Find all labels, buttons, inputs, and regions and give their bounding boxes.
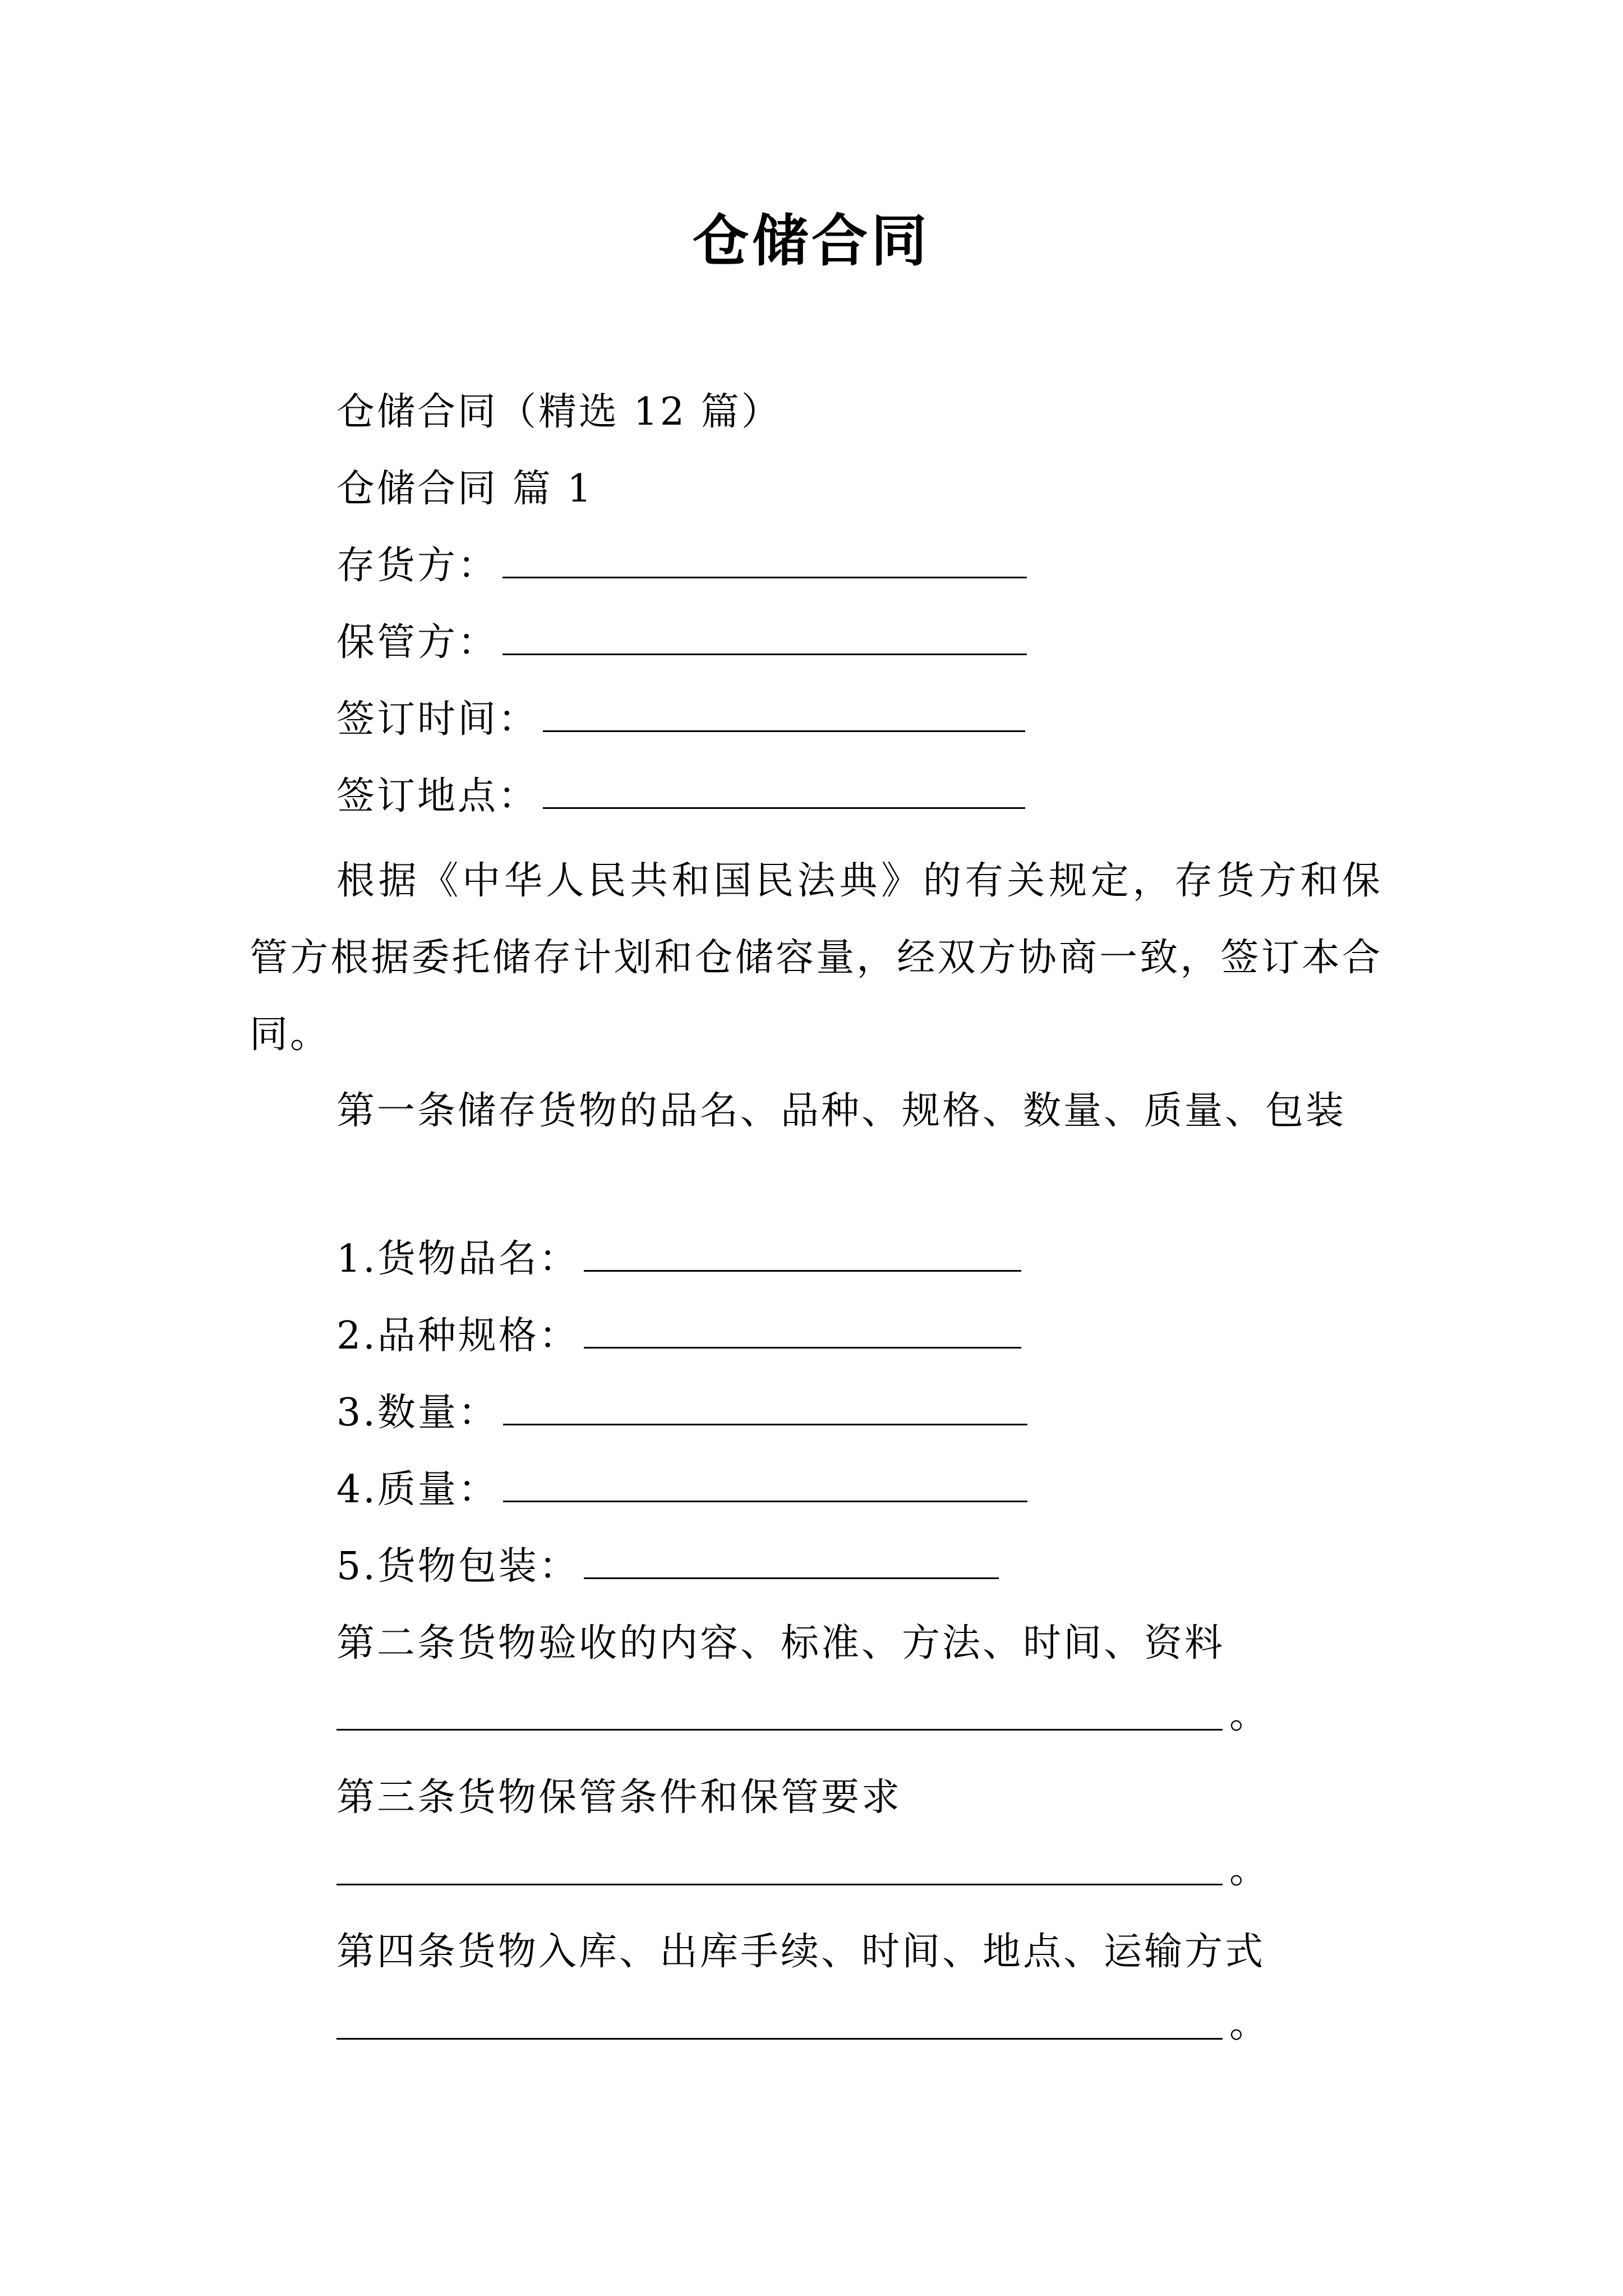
article-3-period: 。 xyxy=(1229,1848,1268,1892)
sign-time-blank xyxy=(543,697,1025,732)
custodian-blank xyxy=(502,620,1027,655)
article-1-item xyxy=(336,1536,999,1598)
article-4-period: 。 xyxy=(1229,2002,1268,2046)
custodian-label: 保管方： xyxy=(336,620,499,665)
custodian-field xyxy=(336,612,1027,674)
item-blank xyxy=(503,1390,1027,1425)
item-label: 2.品种规格： xyxy=(336,1314,579,1358)
article-3-heading: 第三条货物保管条件和保管要求 xyxy=(336,1775,902,1820)
intro-paragraph: 根据《中华人民共和国民法典》的有关规定，存货方和保管方根据委托储存计划和仓储容量，经双方协商一致，签订本合同。 xyxy=(250,859,1382,1057)
document-title: 仓储合同 xyxy=(693,208,930,274)
item-blank xyxy=(584,1236,1021,1272)
item-label: 3.数量： xyxy=(336,1391,499,1435)
sign-place-label: 签订地点： xyxy=(336,774,539,818)
sign-place-field xyxy=(336,766,1025,827)
depositor-label: 存货方： xyxy=(336,544,499,588)
item-blank xyxy=(584,1313,1021,1349)
depositor-blank xyxy=(502,543,1027,578)
article-4-blank xyxy=(336,2038,1223,2040)
article-1-heading: 第一条储存货物的品名、品种、规格、数量、质量、包装 xyxy=(336,1089,1347,1133)
item-label: 4.质量： xyxy=(336,1467,499,1512)
item-label: 1.货物品名： xyxy=(336,1237,579,1281)
sign-time-label: 签订时间： xyxy=(336,697,539,742)
item-blank xyxy=(584,1544,999,1579)
sign-time-field xyxy=(336,689,1025,751)
article-2-heading: 第二条货物验收的内容、标准、方法、时间、资料 xyxy=(336,1621,1225,1665)
article-3-blank xyxy=(336,1884,1223,1885)
article-1-item xyxy=(336,1459,1027,1521)
article-2-period: 。 xyxy=(1229,1693,1268,1737)
item-label: 5.货物包装： xyxy=(336,1544,579,1589)
document-subtitle: 仓储合同（精选 12 篇） xyxy=(336,390,782,434)
sign-place-blank xyxy=(543,774,1025,809)
article-4-heading: 第四条货物入库、出库手续、时间、地点、运输方式 xyxy=(336,1930,1266,1974)
section-heading: 仓储合同 篇 1 xyxy=(336,467,594,511)
article-1-item xyxy=(336,1228,1021,1290)
depositor-field xyxy=(336,535,1027,597)
item-blank xyxy=(503,1467,1027,1502)
article-1-item xyxy=(336,1382,1027,1444)
article-2-blank xyxy=(336,1729,1223,1731)
article-1-item xyxy=(336,1305,1021,1367)
